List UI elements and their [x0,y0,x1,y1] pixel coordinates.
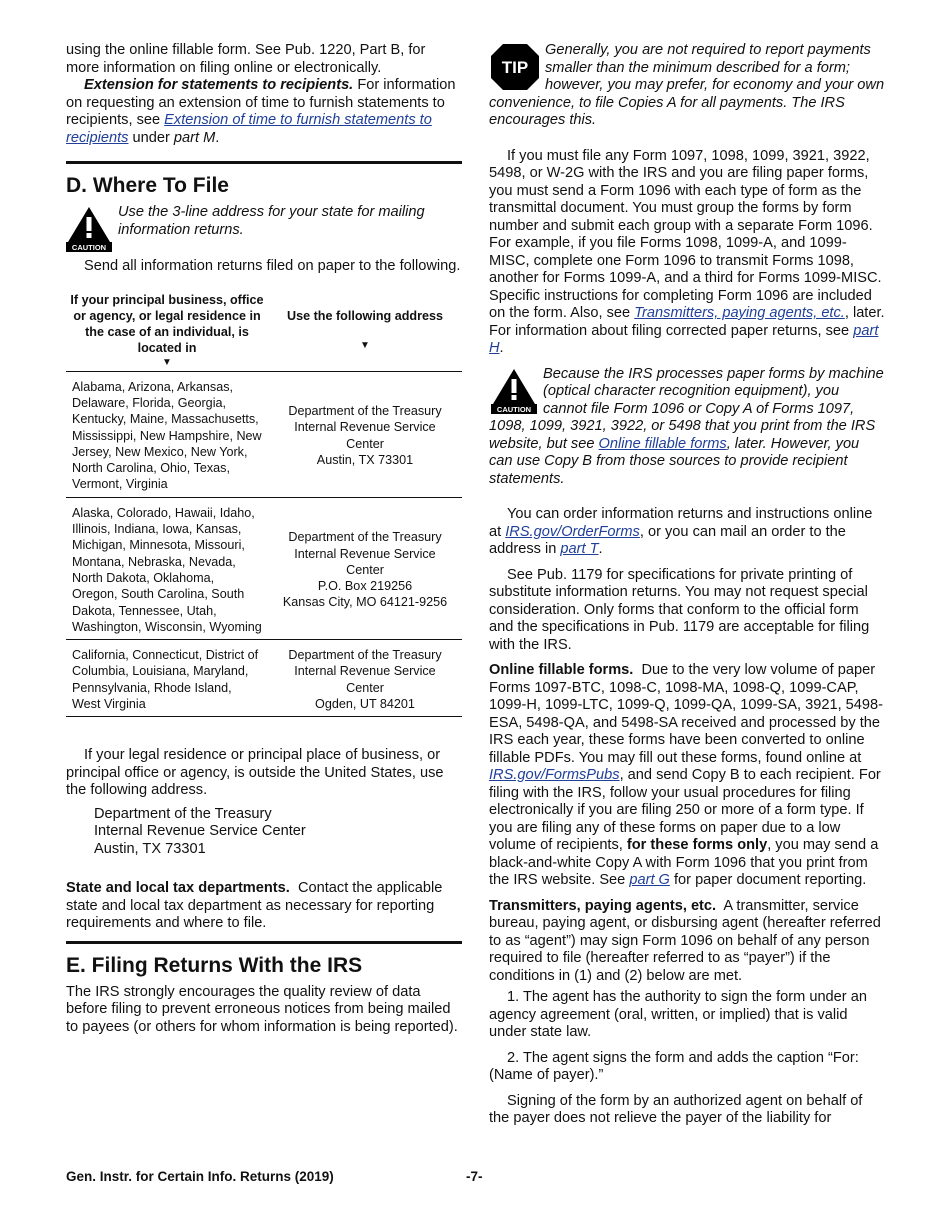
order-paragraph: You can order information returns and instructions online at IRS.gov/OrderForms, or you can mail an order to the address in part T. [489,506,873,557]
pub1179-paragraph: See Pub. 1179 for specifications for private printing of substitute information returns. You may not request special consideration. Only forms that conform to the official form and the specifications in Pub. 1179 are acceptable for filing with the IRS. [489,566,870,653]
part-t-link[interactable]: part T [560,541,599,557]
section-d-title: D. Where To File [66,174,229,197]
table-header-location: If your principal business, office or agency, or legal residence in the case of an individual, is located in ▼ [70,292,264,368]
part-h-link[interactable]: part H [489,322,879,356]
address-table [66,292,462,718]
address-cell: Department of the Treasury Internal Revenue Service Center Ogden, UT 84201 [288,648,442,712]
online-forms-paragraph: Online fillable forms. Due to the very low volume of paper Forms 1097-BTC, 1098-C, 1098-MA, 1098-Q, 1099-CAP, 1099-H, 1099-LTC, 1099-Q, 1099-QA, 1099-SA, 3921, 5498-ESA, 5498-QA, and 5498-SA received and processed by the IRS each year, these forms have been converted to online fillable PDFs. You may fill out these forms, found online at IRS.gov/FormsPubs, and send Copy B to each recipient. For filing with the IRS, follow your usual procedures for filing electronically if you are filing 250 or more of a form type. If you are filing any of these forms on paper due to a low volume of recipients, for these forms only, you may send a black-and-white Copy A with Form 1096 that you print from the IRS website. See part G for paper document reporting. [489,662,884,888]
section-divider [66,941,462,944]
state-tax-paragraph: State and local tax departments. Contact the applicable state and local tax department as necessary for reporting requirements and where to file. [66,880,443,932]
tip-note [489,42,885,130]
tip-label: TIP [501,58,529,77]
states-cell: Alaska, Colorado, Hawaii, Idaho, Illinois, Indiana, Iowa, Kansas, Michigan, Minnesota, Missouri, Montana, Nebraska, Nevada, North Dakota, Oklahoma, Oregon, South Carolina, South Dakota, Tennessee, Utah, Washington, Wisconsin, Wyoming [72,505,262,634]
foreign-paragraph: If your legal residence or principal place of business, or principal office or agency, is outside the United States, use the following address. [66,747,444,799]
send-paragraph: Send all information returns filed on paper to the following. [84,258,461,274]
online-fillable-link[interactable]: Online fillable forms [598,435,727,452]
state-tax-heading: State and local tax departments. [66,880,290,897]
left-column [66,42,462,1036]
address-cell: Department of the Treasury Internal Revenue Service Center Austin, TX 73301 [288,404,442,468]
tip-icon [489,42,541,92]
page-footer [66,1168,885,1186]
form-1096-paragraph: If you must file any Form 1097, 1098, 1099, 3921, 3922, 5498, or W-2G with the IRS and you are filing paper forms, you must send a Form 1096 with each type of form as the transmittal document. You must group the forms by form number and submit each group with a separate Form 1096. For example, if you file Forms 1098, 1099-A, and 1099-MISC, complete one Form 1096 to transmit Forms 1098, another for Forms 1099-A, and a third for Forms 1099-MISC. Specific instructions for completing Form 1096 are included on the form. Also, see Transmitters, paying agents, etc., later. For information about filing corrected paper returns, see part H. [489,147,885,356]
right-column [489,42,885,1128]
section-e-body: The IRS strongly encourages the quality review of data before filing to prevent erroneous notices from being mailed to payees (or others for whom information is being reported). [66,983,458,1035]
caution-note [66,204,462,252]
states-cell: California, Connecticut, District of Columbia, Louisiana, Maryland, Pennsylvania, Rhode Island, West Virginia [72,648,259,712]
table-header-address: Use the following address ▼ [286,308,444,352]
extension-heading: Extension for statements to recipients. [84,77,354,93]
caution-icon [489,366,539,414]
table-row [66,497,462,639]
states-cell: Alabama, Arizona, Arkansas, Delaware, Florida, Georgia, Kentucky, Maine, Massachusetts, Mississippi, New Hampshire, New Jersey, New Mexico, New York, North Carolina, Ohio, Texas, Vermont, Virginia [72,379,262,492]
online-forms-heading: Online fillable forms. [489,662,634,678]
caution-label: CAUTION [71,243,107,252]
foreign-address: Department of the Treasury Internal Revenue Service Center Austin, TX 73301 [94,805,306,857]
caution-note-2 [489,366,885,489]
footer-title: Gen. Instr. for Certain Info. Returns (2019) [66,1169,334,1184]
section-divider [66,161,462,164]
transmitters-paragraph: Transmitters, paying agents, etc. A transmitter, service bureau, paying agent, or disbursing agent (hereafter referred to as “agent”) may sign Form 1096 on behalf of any person required to file (hereafter referred to as “payer”) if the conditions in (1) and (2) below are met. [489,897,881,984]
section-e-title: E. Filing Returns With the IRS [66,953,363,977]
table-row [66,640,462,717]
condition-item-1: 1. The agent has the authority to sign the form under an agency agreement (oral, written, or implied) that is valid under state law. [489,989,867,1040]
transmitters-link[interactable]: Transmitters, paying agents, etc. [634,305,845,321]
forms-pubs-link[interactable]: IRS.gov/FormsPubs [489,767,620,783]
condition-item-2: 2. The agent signs the form and adds the caption “For: (Name of payer).” [489,1049,859,1083]
extension-link[interactable]: Extension of time to furnish statements to recipients [66,112,432,146]
online-continuation-paragraph: using the online fillable form. See Pub. 1220, Part B, for more information on filing online or electronically. [66,42,426,76]
extension-paragraph: Extension for statements to recipients. For information on requesting an extension of time to furnish statements to recipients, see Extension of time to furnish statements to recipients under part M. [66,77,456,146]
page-number: -7- [466,1169,483,1184]
caution-text-2: Because the IRS processes paper forms by machine (optical character recognition equipment), you cannot file Form 1096 or Copy A of Forms 1097, 1098, 1099, 3921, 3922, or 5498 that you print from the IRS website, but see Online fillable forms, later. However, you can use Copy B from those sources to provide recipient statements. [489,365,884,487]
table-row [66,371,462,497]
caution-label: CAUTION [496,404,532,414]
transmitters-heading: Transmitters, paying agents, etc. [489,897,717,914]
caution-text: Use the 3-line address for your state for mailing information returns. [118,204,425,238]
signing-paragraph: Signing of the form by an authorized agent on behalf of the payer does not relieve the payer of the liability for [489,1092,863,1126]
address-cell: Department of the Treasury Internal Revenue Service Center P.O. Box 219256 Kansas City, MO 64121-9256 [282,530,448,610]
part-g-link[interactable]: part G [629,872,670,888]
order-forms-link[interactable]: IRS.gov/OrderForms [505,523,640,540]
caution-icon [66,204,112,252]
tip-text: Generally, you are not required to report payments smaller than the minimum described for a form; however, you may prefer, for economy and your own convenience, to file Copies A for all payments. The IRS encourages this. [489,42,885,128]
